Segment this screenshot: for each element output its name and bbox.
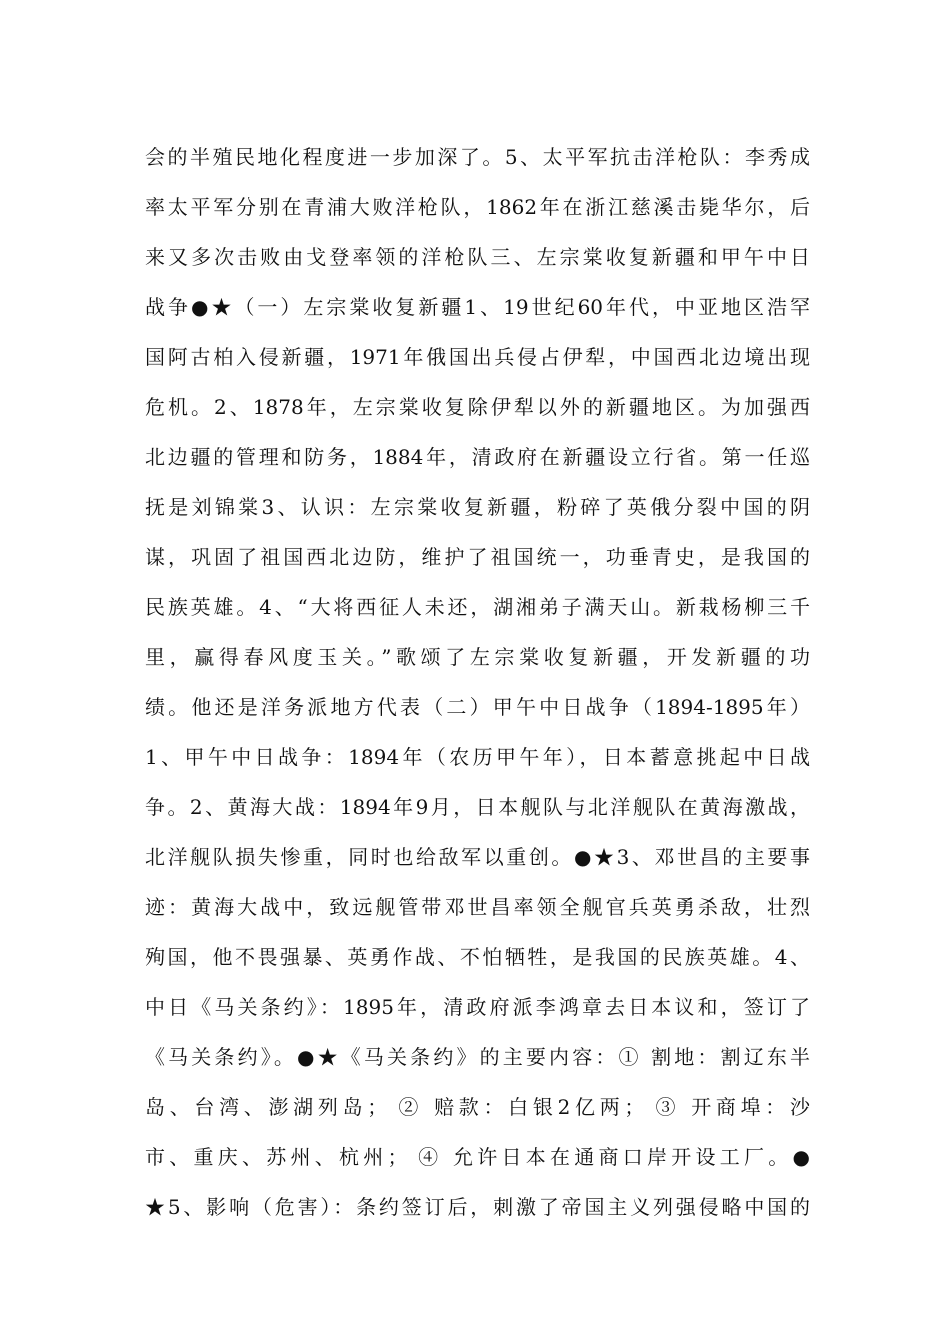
text-line: 《马关条约》。●★《马关条约》的主要内容：① 割地：割辽东半 [145, 1045, 810, 1069]
body-text [145, 132, 810, 1232]
text-line: 中日《马关条约》：1895年，清政府派李鸿章去日本议和，签订了 [145, 995, 810, 1019]
text-line: 北洋舰队损失惨重，同时也给敌军以重创。●★3、邓世昌的主要事 [145, 845, 810, 869]
text-line: 战争●★（一）左宗棠收复新疆1、19世纪60年代，中亚地区浩罕 [145, 295, 810, 319]
text-line: 谋，巩固了祖国西北边防，维护了祖国统一，功垂青史，是我国的 [145, 545, 810, 569]
text-line: ★5、影响（危害）：条约签订后，刺激了帝国主义列强侵略中国的 [145, 1195, 810, 1219]
text-line: 殉国，他不畏强暴、英勇作战、不怕牺牲，是我国的民族英雄。4、 [145, 945, 810, 969]
text-line: 迹：黄海大战中，致远舰管带邓世昌率领全舰官兵英勇杀敌，壮烈 [145, 895, 810, 919]
text-line: 里，赢得春风度玉关。”歌颂了左宗棠收复新疆，开发新疆的功 [145, 645, 810, 669]
text-line: 会的半殖民地化程度进一步加深了。5、太平军抗击洋枪队：李秀成 [145, 145, 810, 169]
text-line: 来又多次击败由戈登率领的洋枪队三、左宗棠收复新疆和甲午中日 [145, 245, 810, 269]
text-line: 民族英雄。4、“大将西征人未还，湖湘弟子满天山。新栽杨柳三千 [145, 595, 810, 619]
text-line: 危机。2、1878年，左宗棠收复除伊犁以外的新疆地区。为加强西 [145, 395, 810, 419]
text-line: 争。2、黄海大战：1894年9月，日本舰队与北洋舰队在黄海激战， [145, 795, 810, 819]
text-line: 北边疆的管理和防务，1884年，清政府在新疆设立行省。第一任巡 [145, 445, 810, 469]
text-line: 市、重庆、苏州、杭州； ④ 允许日本在通商口岸开设工厂。● [145, 1145, 810, 1169]
text-line: 岛、台湾、澎湖列岛； ② 赔款：白银2亿两； ③ 开商埠：沙 [145, 1095, 810, 1119]
text-line: 国阿古柏入侵新疆，1971年俄国出兵侵占伊犁，中国西北边境出现 [145, 345, 810, 369]
text-line: 绩。他还是洋务派地方代表（二）甲午中日战争（1894-1895年） [145, 695, 810, 719]
text-line: 率太平军分别在青浦大败洋枪队，1862年在浙江慈溪击毙华尔，后 [145, 195, 810, 219]
text-line: 1、甲午中日战争：1894年（农历甲午年），日本蓄意挑起中日战 [145, 745, 810, 769]
text-line: 抚是刘锦棠3、认识：左宗棠收复新疆，粉碎了英俄分裂中国的阴 [145, 495, 810, 519]
